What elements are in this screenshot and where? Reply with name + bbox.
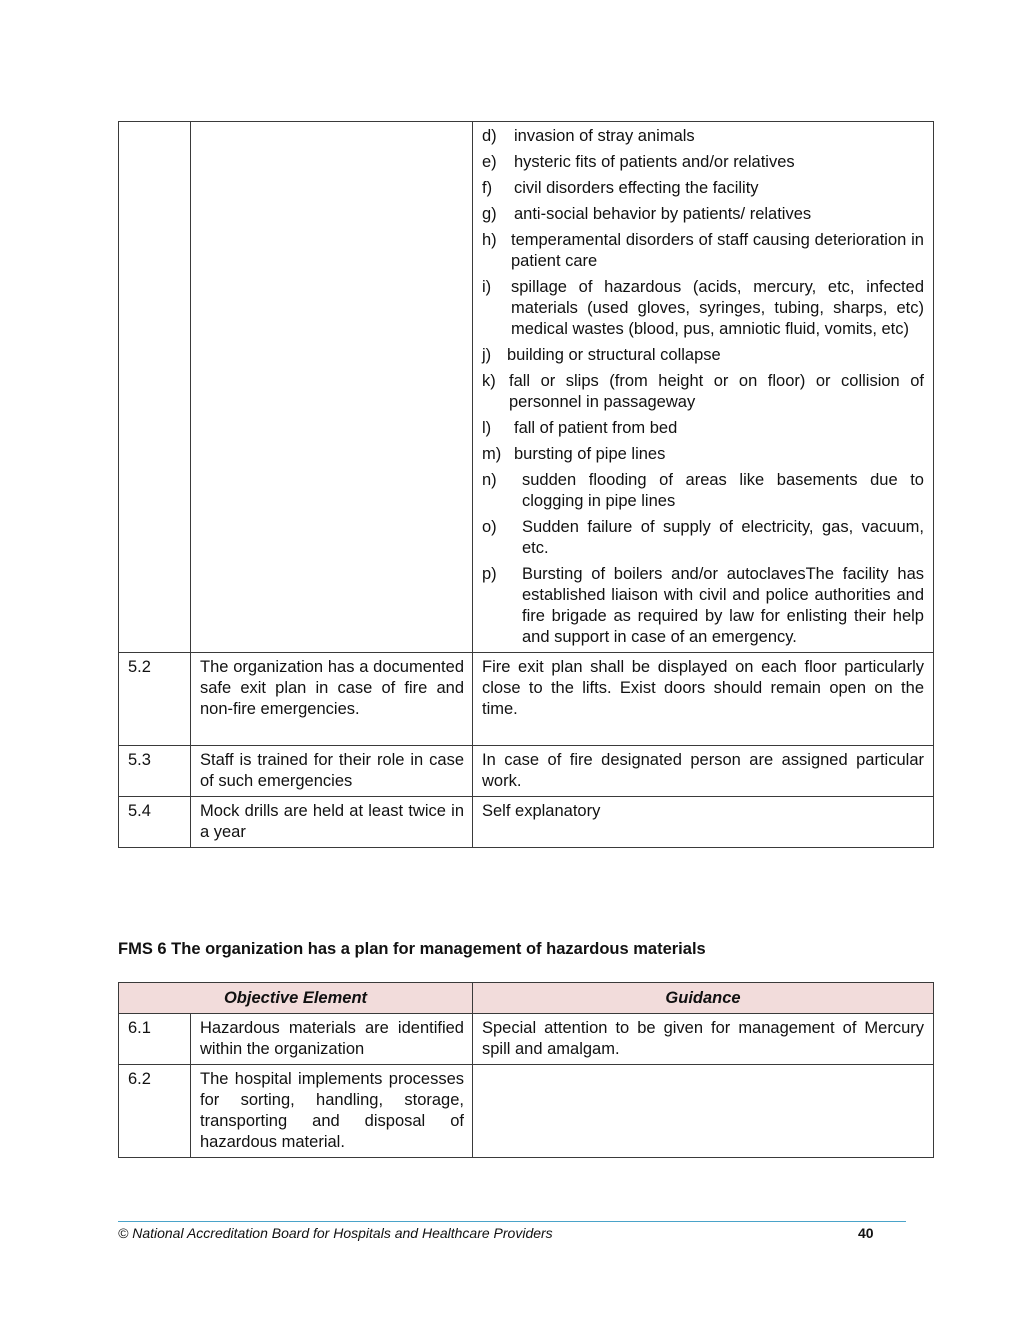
table-row [119,1065,934,1158]
table-row [119,653,934,746]
row-number: 5.2 [119,653,191,746]
standards-table-fms6 [118,982,934,1158]
list-item: e) hysteric fits of patients and/or relatives [482,153,795,171]
emergency-list-cell [473,122,934,653]
footer-divider [118,1221,906,1222]
guidance-text: In case of fire designated person are assigned particular work. [473,746,934,797]
list-item: k) fall or slips (from height or on floor) or collision of personnel in passageway [482,372,924,411]
objective-element: Mock drills are held at least twice in a year [191,797,473,848]
table-row-list-continuation [119,122,934,653]
list-item: h) temperamental disorders of staff causing deterioration in patient care [482,231,924,270]
table-header-row [119,983,934,1014]
objective-element: Staff is trained for their role in case of such emergencies [191,746,473,797]
list-item: l) fall of patient from bed [482,419,678,437]
table-row [119,1014,934,1065]
empty-cell [191,122,473,653]
objective-element: The organization has a documented safe exit plan in case of fire and non-fire emergencies. [191,653,473,746]
guidance-text: Special attention to be given for management of Mercury spill and amalgam. [473,1014,934,1065]
section-title: FMS 6 The organization has a plan for management of hazardous materials [118,940,706,958]
list-item: m) bursting of pipe lines [482,445,666,463]
footer-copyright: © National Accreditation Board for Hospitals and Healthcare Providers [118,1225,553,1241]
list-item: i) spillage of hazardous (acids, mercury, etc, infected materials (used gloves, syringes, tubing, sharps, etc) medical wastes (blood, pus, amniotic fluid, vomits, etc) [482,278,924,338]
page-number: 40 [858,1225,874,1241]
standards-table-fms5 [118,121,934,848]
objective-element: The hospital implements processes for sorting, handling, storage, transporting and disposal of hazardous material. [191,1065,473,1158]
list-item: f) civil disorders effecting the facility [482,179,759,197]
list-item: p) Bursting of boilers and/or autoclavesThe facility has established liaison with civil and police authorities and fire brigade as required by law for enlisting their help and support in case of an emergency. [482,565,924,646]
guidance-text [473,1065,934,1158]
guidance-text: Fire exit plan shall be displayed on each floor particularly close to the lifts. Exist doors should remain open on the time. [473,653,934,746]
guidance-text: Self explanatory [473,797,934,848]
row-number: 6.1 [119,1014,191,1065]
list-item: j) building or structural collapse [482,346,721,364]
header-objective-element: Objective Element [119,983,473,1014]
row-number: 5.3 [119,746,191,797]
list-item: n) sudden flooding of areas like basements due to clogging in pipe lines [482,471,924,510]
list-item: d) invasion of stray animals [482,127,695,145]
list-item: g) anti-social behavior by patients/ relatives [482,205,812,223]
empty-cell [119,122,191,653]
table-row [119,746,934,797]
header-guidance: Guidance [473,983,934,1014]
list-item: o) Sudden failure of supply of electricity, gas, vacuum, etc. [482,518,924,557]
objective-element: Hazardous materials are identified within the organization [191,1014,473,1065]
row-number: 5.4 [119,797,191,848]
table-row [119,797,934,848]
row-number: 6.2 [119,1065,191,1158]
